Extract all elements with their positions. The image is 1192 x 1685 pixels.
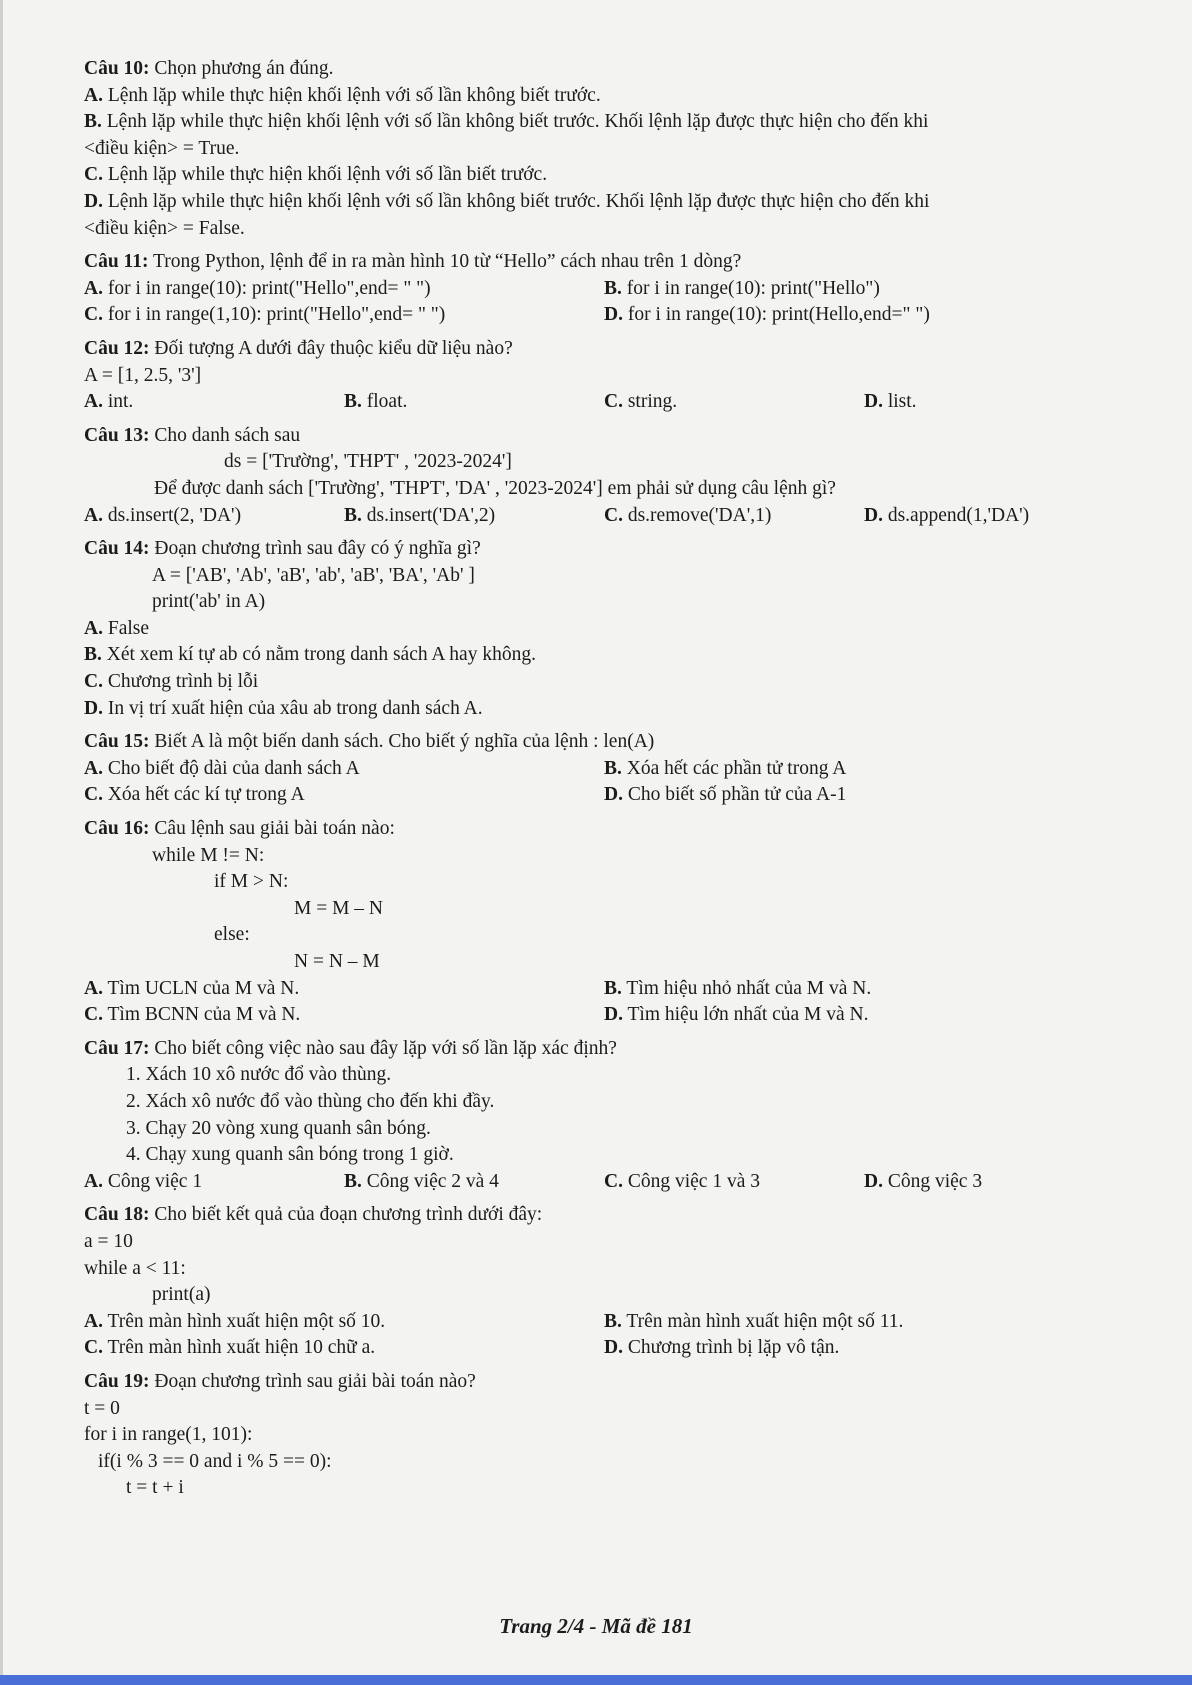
question-10: Câu 10: Chọn phương án đúng. A. Lệnh lặp while thực hiện khối lệnh với số lần không biết trước. B. Lệnh lặp while thực hiện khối lệnh với số lần không biết trước. Khối lệnh lặp được thực hiện cho đến khi <điều kiện> = True. C. Lệnh lặp while thực hiện khối lệnh với số lần biết trước. D. Lệnh lặp while thực hiện khối lệnh với số lần không biết trước. Khối lệnh lặp được thực hiện cho đến khi <điều kiện> = False. xyxy=(84,58,930,239)
page-footer: Trang 2/4 - Mã đề 181 xyxy=(499,1614,693,1638)
question-11: Câu 11: Trong Python, lệnh để in ra màn hình 10 từ “Hello” cách nhau trên 1 dòng? A. for i in range(10): print("Hello",end= " ") B. for i in range(10): print("Hello") C. for i in range(1,10): print("Hello",end= " ") D. for i in range(10): print(Hello,end=" ") xyxy=(84,251,930,326)
exam-page xyxy=(84,56,1134,1502)
page-edge xyxy=(0,0,3,1675)
question-19: Câu 19: Đoạn chương trình sau giải bài toán nào? t = 0 for i in range(1, 101): if(i % 3 == 0 and i % 5 == 0): t = t + i xyxy=(84,1370,476,1499)
question-14: Câu 14: Đoạn chương trình sau đây có ý nghĩa gì? A = ['AB', 'Ab', 'aB', 'ab', 'aB', 'BA', 'Ab' ] print('ab' in A) A. False B. Xét xem kí tự ab có nằm trong danh sách A hay không. C. Chương trình bị lỗi D. In vị trí xuất hiện của xâu ab trong danh sách A. xyxy=(84,538,536,719)
bottom-bar xyxy=(0,1675,1192,1685)
question-16: Câu 16: Câu lệnh sau giải bài toán nào: while M != N: if M > N: M = M – N else: N = N – M A. Tìm UCLN của M và N. B. Tìm hiệu nhỏ nhất của M và N. C. Tìm BCNN của M và N. D. Tìm hiệu lớn nhất của M và N. xyxy=(84,818,872,1026)
question-18: Câu 18: Cho biết kết quả của đoạn chương trình dưới đây: a = 10 while a < 11: print(a) A. Trên màn hình xuất hiện một số 10. B. Trên màn hình xuất hiện một số 11. C. Trên màn hình xuất hiện 10 chữ a. D. Chương trình bị lặp vô tận. xyxy=(84,1204,904,1359)
question-12: Câu 12: Đối tượng A dưới đây thuộc kiểu dữ liệu nào? A = [1, 2.5, '3'] A. int. B. float. C. string. D. list. xyxy=(84,337,917,413)
question-13: Câu 13: Cho danh sách sau ds = ['Trường', 'THPT' , '2023-2024'] Để được danh sách ['Trường', 'THPT', 'DA' , '2023-2024'] em phải sử dụng câu lệnh gì? A. ds.insert(2, 'DA') B. ds.insert('DA',2) C. ds.remove('DA',1) D. ds.append(1,'DA') xyxy=(84,424,1030,526)
question-17: Câu 17: Cho biết công việc nào sau đây lặp với số lần lặp xác định? 1. Xách 10 xô nước đổ vào thùng. 2. Xách xô nước đổ vào thùng cho đến khi đầy. 3. Chạy 20 vòng xung quanh sân bóng. 4. Chạy xung quanh sân bóng trong 1 giờ. A. Công việc 1 B. Công việc 2 và 4 C. Công việc 1 và 3 D. Công việc 3 xyxy=(84,1037,983,1192)
question-15: Câu 15: Biết A là một biến danh sách. Cho biết ý nghĩa của lệnh : len(A) A. Cho biết độ dài của danh sách A B. Xóa hết các phần tử trong A C. Xóa hết các kí tự trong A D. Cho biết số phần tử của A-1 xyxy=(84,731,847,806)
